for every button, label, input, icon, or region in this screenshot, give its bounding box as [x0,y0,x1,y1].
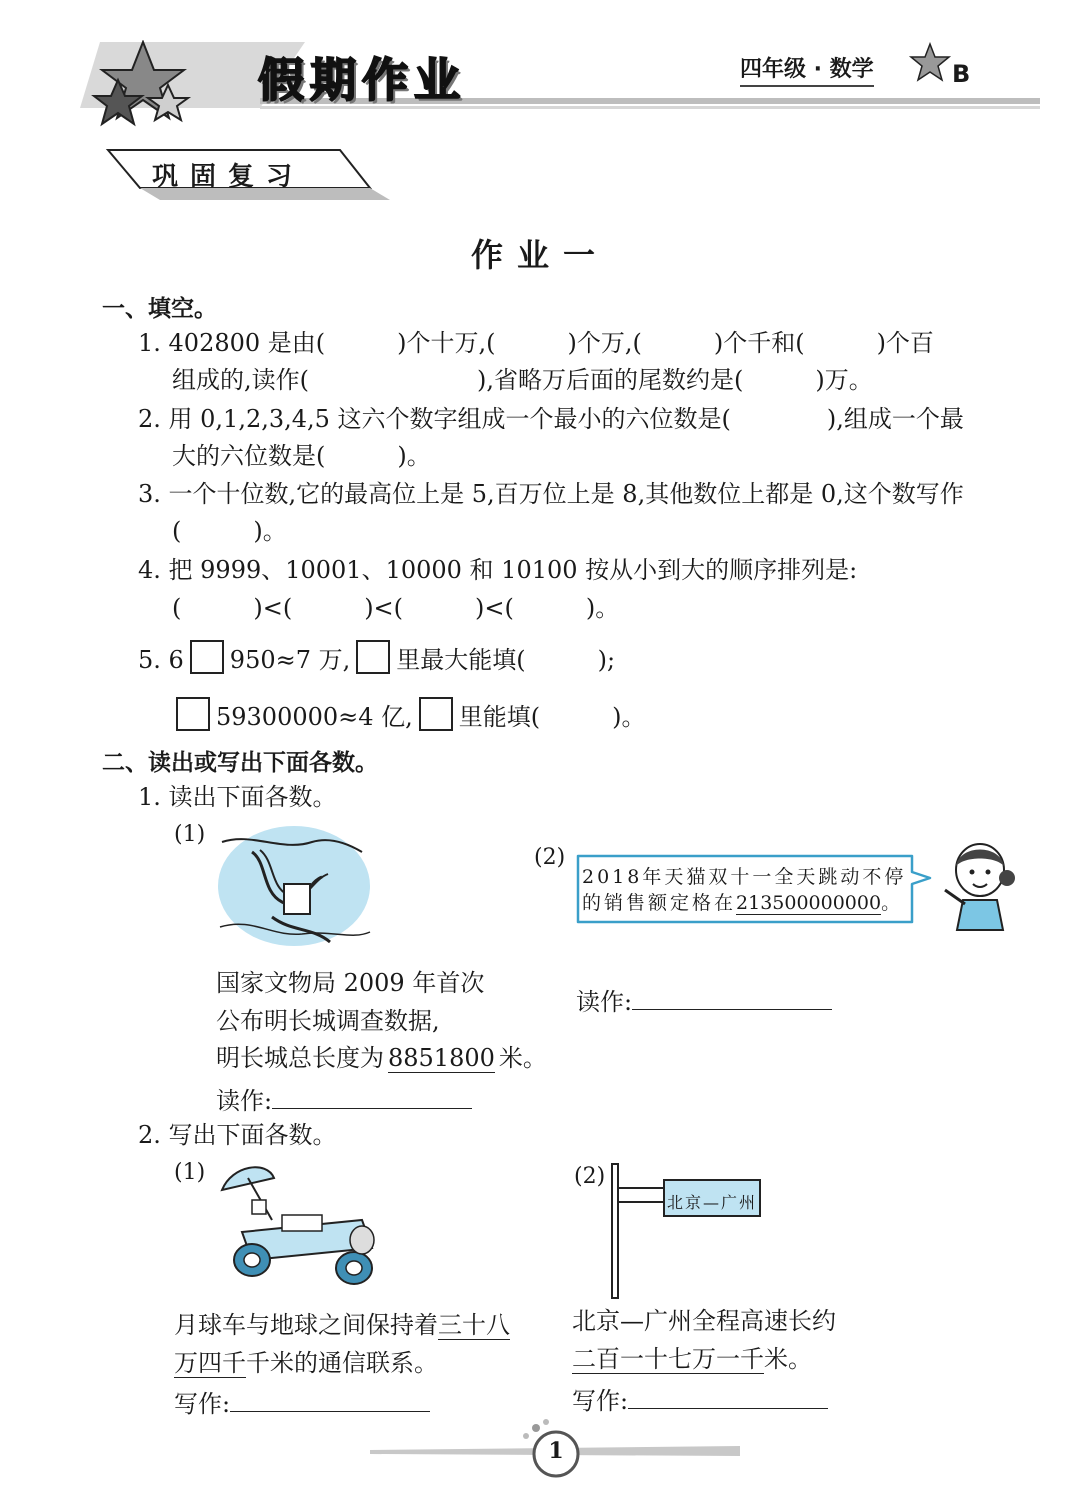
part1-heading: 一、填空。 [102,296,217,322]
rover-text-1 [174,1310,510,1340]
answer-box-ref [419,697,453,731]
rover-text-2-post: 千米的通信联系。 [246,1349,438,1377]
lunar-rover-illustration [212,1160,387,1290]
wall-text-3 [216,1043,547,1073]
item-label: (1) [174,1160,206,1185]
q5-line1 [138,640,615,675]
sub1-heading: 1. 读出下面各数。 [138,783,337,811]
q5-a-mid: 950≈7 万, [229,646,351,674]
road-sign-label: 北京—广州 [666,1193,757,1212]
bubble-line-2 [582,890,906,916]
answer-box-ref [356,640,390,674]
rover-text-1-pre: 月球车与地球之间保持着 [174,1311,438,1339]
rover-answer-row [174,1385,430,1419]
bubble-line-2-pre: 的销售额定格在 [582,892,737,914]
item-label: (2) [534,845,566,870]
highway-answer-row [572,1382,828,1416]
rover-text-2 [174,1348,438,1378]
answer-line[interactable] [632,983,832,1010]
rover-distance-part1: 三十八 [438,1311,510,1339]
section-tag-label: 巩固复习 [152,162,305,192]
page-number: 1 [548,1438,564,1464]
great-wall-illustration [212,822,372,952]
book-title: 假期作业 [258,53,466,107]
q1-line1: 1. 402800 是由( )个十万,( )个万,( )个千和( )个百 [138,329,934,357]
part2-heading: 二、读出或写出下面各数。 [102,750,378,776]
wall-answer-row [216,1082,472,1116]
sales-number: 213500000000 [736,892,882,914]
wall-length-number: 8851800 [388,1044,495,1072]
q3-line2: ( )。 [172,517,287,545]
girl-illustration [935,838,1025,938]
page-header [0,0,1080,140]
rover-distance-part2: 万四千 [174,1349,246,1377]
road-sign-illustration [608,1160,768,1300]
item-label: (2) [574,1164,606,1189]
q4-line1: 4. 把 9999、10001、10000 和 10100 按从小到大的顺序排列是: [138,556,858,584]
header-banner-graphic [80,30,1040,140]
q5-line2 [172,697,646,732]
bubble-line-1: 2018年天猫双十一全天跳动不停 [582,866,907,888]
highway-length: 二百一十七万一千 [572,1345,764,1373]
write-label: 写作: [174,1390,231,1418]
grade-subject: 四年级 · 数学 [740,52,874,87]
answer-box[interactable] [190,640,224,674]
edition-letter: B [952,60,971,88]
q5-b-mid: 59300000≈4 亿, [216,703,413,731]
wall-text-2: 公布明长城调查数据, [216,1007,440,1035]
wall-text-3-pre: 明长城总长度为 [216,1044,384,1072]
sub2-heading: 2. 写出下面各数。 [138,1121,337,1149]
write-label: 写作: [572,1387,629,1415]
answer-line[interactable] [272,1082,472,1109]
read-label: 读作: [216,1087,273,1115]
answer-box[interactable] [176,697,210,731]
highway-text-2-post: 米。 [764,1345,812,1373]
highway-text-2 [572,1344,812,1374]
tmall-answer-row [576,983,832,1017]
bubble-line-2-post: 。 [881,892,904,914]
q5-a-end: 里最大能填( ); [396,646,616,674]
assignment-title: 作业一 [470,236,609,274]
highway-text-1: 北京—广州全程高速长约 [572,1307,836,1335]
wall-text-1: 国家文物局 2009 年首次 [216,969,485,997]
stars-icon [88,40,198,135]
q4-line2: ( )<( )<( )<( )。 [172,594,620,622]
q2-line1: 2. 用 0,1,2,3,4,5 这六个数字组成一个最小的六位数是( ),组成一个最 [138,405,964,433]
q2-line2: 大的六位数是( )。 [172,442,431,470]
q5-number: 5. 6 [138,646,184,674]
q1-line2: 组成的,读作( ),省略万后面的尾数约是( )万。 [172,366,873,394]
read-label: 读作: [576,988,633,1016]
answer-line[interactable] [230,1385,430,1412]
bubble-text [582,864,906,916]
q5-b-end: 里能填( )。 [458,703,646,731]
item-label: (1) [174,822,206,847]
q3-line1: 3. 一个十位数,它的最高位上是 5,百万位上是 8,其他数位上都是 0,这个数写作 [138,480,964,508]
answer-line[interactable] [628,1382,828,1409]
wall-text-3-post: 米。 [498,1044,547,1072]
star-cluster-icon [905,42,955,87]
